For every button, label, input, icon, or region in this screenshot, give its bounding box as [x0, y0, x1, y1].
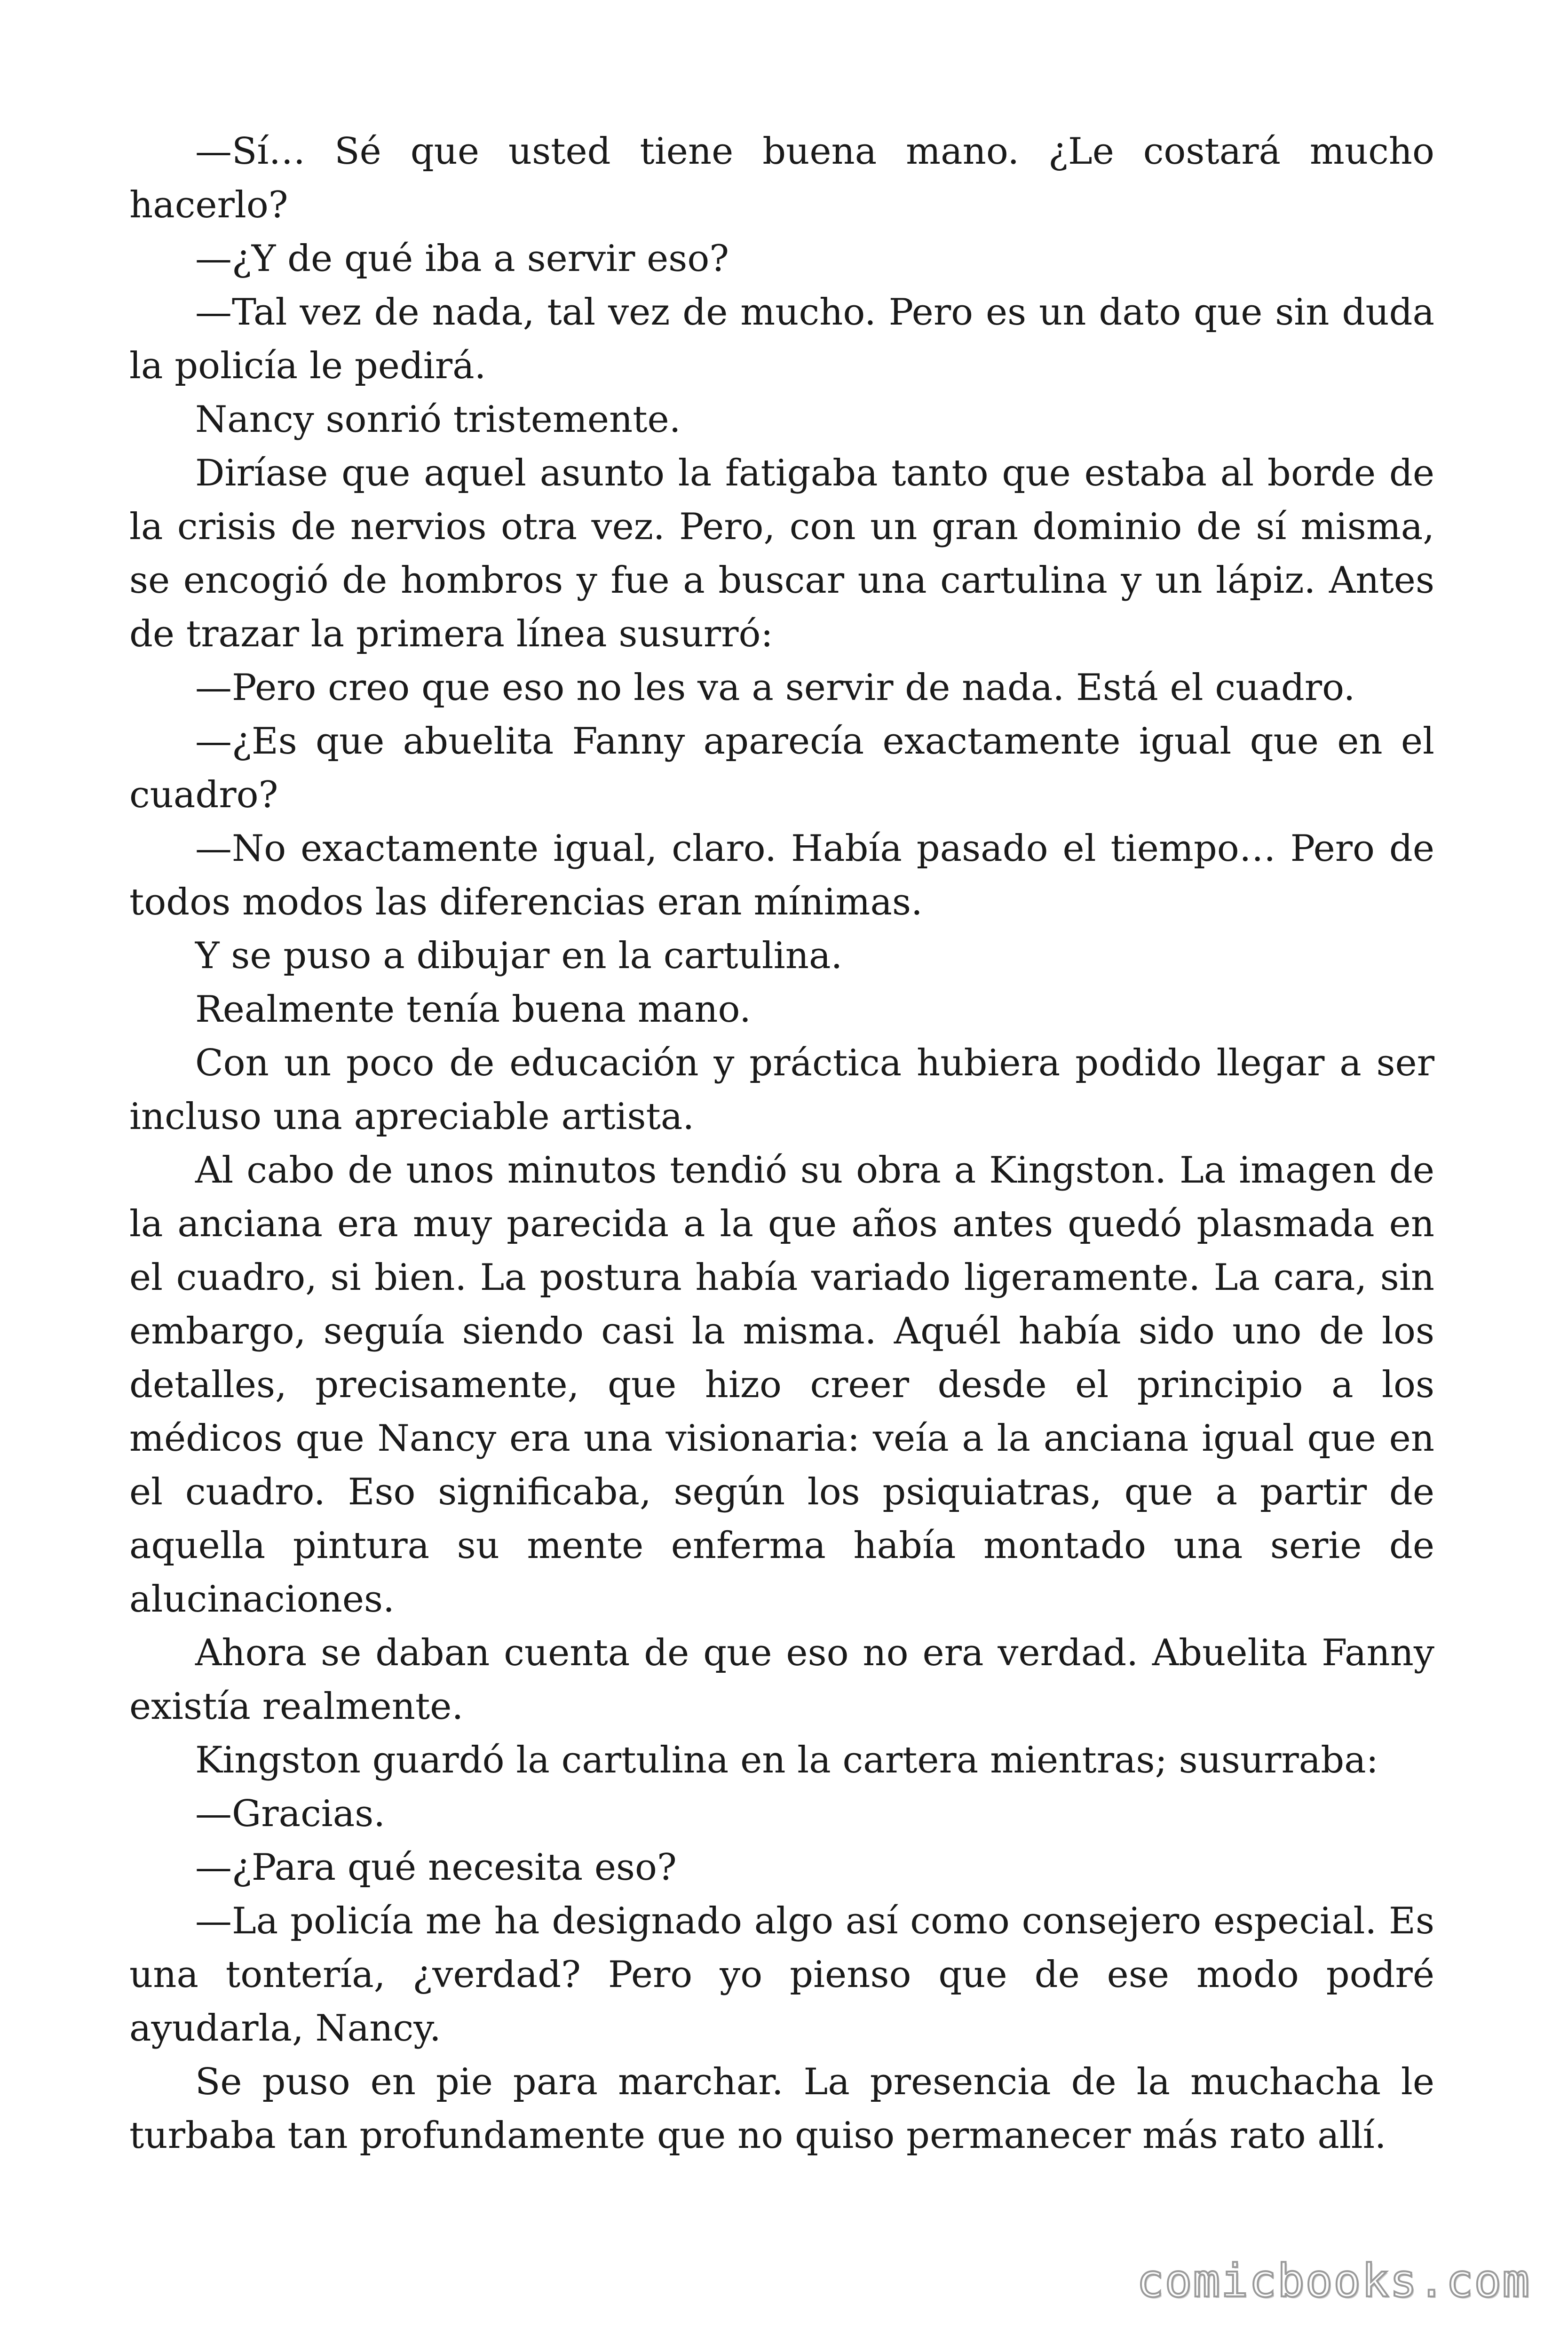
paragraph: Y se puso a dibujar en la cartulina.: [195, 935, 843, 977]
paragraph: Ahora se daban cuenta de que eso no era verdad. Abuelita Fanny existía realmente.: [129, 1632, 1434, 1728]
paragraph: Al cabo de unos minutos tendió su obra a Kingston. La imagen de la anciana era muy parecida a la que años antes quedó plasmada en el cuadro, si bien. La postura había variado ligeramente. La cara, sin embargo, seguía siendo casi la misma. Aquél había sido uno de los detalles, precisamente, que hizo creer desde el principio a los médicos que Nancy era una visionaria: veía a la anciana igual que en el cuadro. Eso significaba, según los psiquiatras, que a partir de aquella pintura su mente enferma había montado una serie de alucinaciones.: [129, 1149, 1434, 1621]
paragraph: —No exactamente igual, claro. Había pasado el tiempo… Pero de todos modos las diferencias eran mínimas.: [129, 827, 1434, 923]
paragraph: Nancy sonrió tristemente.: [195, 398, 681, 441]
paragraph: —¿Es que abuelita Fanny aparecía exactamente igual que en el cuadro?: [129, 720, 1434, 816]
paragraph: —¿Y de qué iba a servir eso?: [195, 238, 729, 280]
paragraph: —La policía me ha designado algo así como consejero especial. Es una tontería, ¿verdad? Pero yo pienso que de ese modo podré ayudarla, Nancy.: [129, 1900, 1434, 2050]
paragraph: Realmente tenía buena mano.: [195, 988, 751, 1031]
paragraph: Con un poco de educación y práctica hubiera podido llegar a ser incluso una apreciable artista.: [129, 1042, 1434, 1138]
paragraph: —Gracias.: [195, 1793, 386, 1835]
paragraph: —Sí… Sé que usted tiene buena mano. ¿Le costará mucho hacerlo?: [129, 130, 1434, 226]
site-watermark: comicbooks.com: [1136, 2255, 1530, 2307]
paragraph: Se puso en pie para marchar. La presencia de la muchacha le turbaba tan profundamente que no quiso permanecer más rato allí.: [129, 2061, 1434, 2157]
paragraph: —¿Para qué necesita eso?: [195, 1846, 677, 1889]
paragraph: Kingston guardó la cartulina en la cartera mientras; susurraba:: [195, 1739, 1378, 1781]
paragraph: —Pero creo que eso no les va a servir de nada. Está el cuadro.: [195, 667, 1355, 709]
paragraph: Diríase que aquel asunto la fatigaba tanto que estaba al borde de la crisis de nervios otra vez. Pero, con un gran dominio de sí misma, se encogió de hombros y fue a buscar una cartulina y un lápiz. Antes de trazar la primera línea susurró:: [129, 452, 1434, 655]
paragraph: —Tal vez de nada, tal vez de mucho. Pero es un dato que sin duda la policía le pedirá.: [129, 291, 1434, 387]
book-page-text: [129, 125, 1434, 2162]
